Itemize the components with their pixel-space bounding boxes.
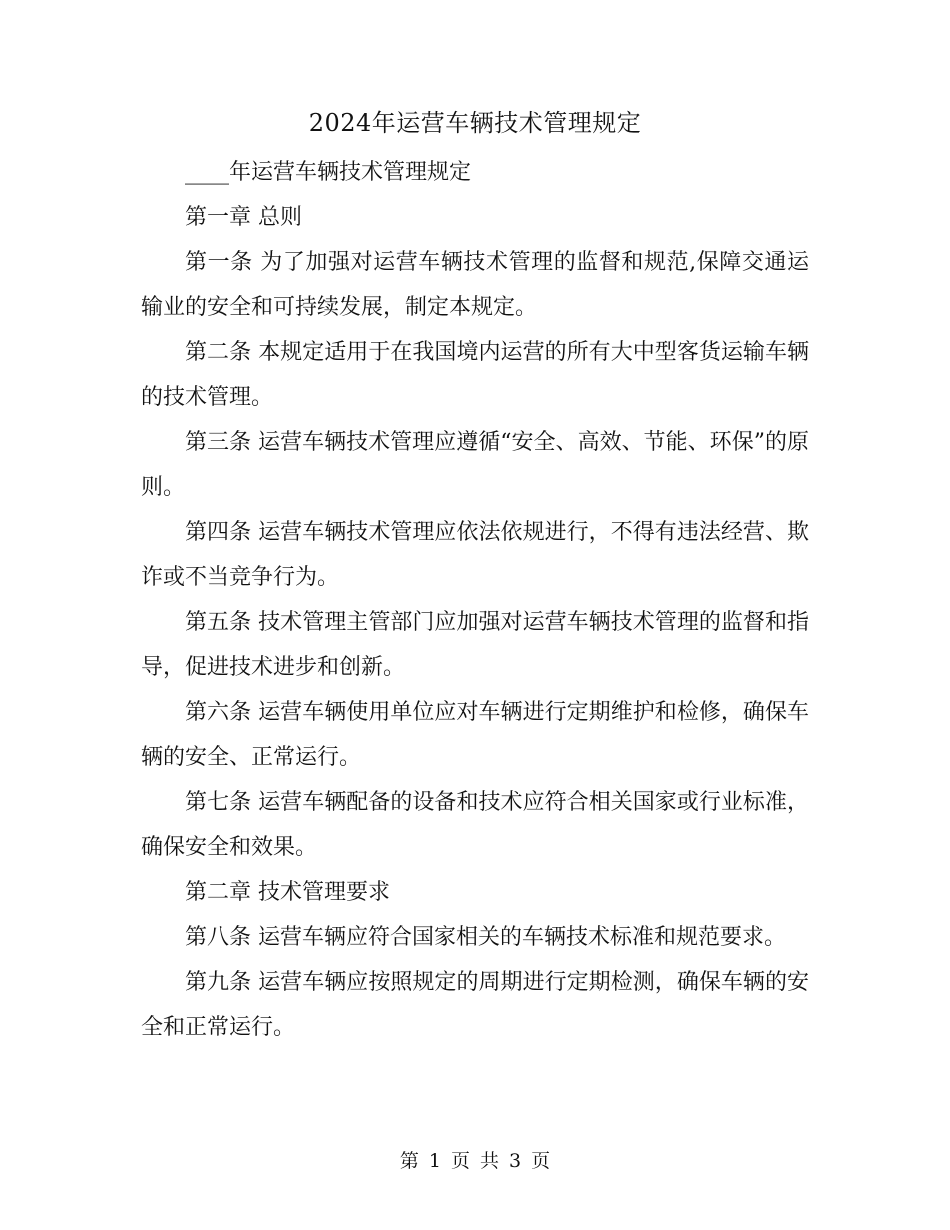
article-8: 第八条 运营车辆应符合国家相关的车辆技术标准和规范要求。 — [185, 925, 786, 950]
paragraph-subtitle: ____年运营车辆技术管理规定 — [185, 160, 472, 185]
article-6: 第六条 运营车辆使用单位应对车辆进行定期维护和检修，确保车辆的安全、正常运行。 — [141, 700, 809, 770]
article-5: 第五条 技术管理主管部门应加强对运营车辆技术管理的监督和指导，促进技术进步和创新。 — [141, 610, 809, 680]
document-body — [141, 150, 809, 1050]
article-9: 第九条 运营车辆应按照规定的周期进行定期检测，确保车辆的安全和正常运行。 — [141, 970, 809, 1040]
page-number-footer: 第 1 页 共 3 页 — [399, 1150, 551, 1172]
article-4: 第四条 运营车辆技术管理应依法依规进行，不得有违法经营、欺诈或不当竞争行为。 — [141, 520, 809, 590]
article-3: 第三条 运营车辆技术管理应遵循“安全、高效、节能、环保”的原则。 — [141, 430, 809, 500]
article-7: 第七条 运营车辆配备的设备和技术应符合相关国家或行业标准，确保安全和效果。 — [141, 790, 809, 860]
article-2: 第二条 本规定适用于在我国境内运营的所有大中型客货运输车辆的技术管理。 — [141, 340, 809, 410]
article-1: 第一条 为了加强对运营车辆技术管理的监督和规范,保障交通运输业的安全和可持续发展，制定本规定。 — [141, 250, 809, 320]
document-title: 2024年运营车辆技术管理规定 — [308, 109, 642, 137]
chapter-heading-1: 第一章 总则 — [185, 205, 302, 230]
chapter-heading-2: 第二章 技术管理要求 — [185, 880, 390, 905]
